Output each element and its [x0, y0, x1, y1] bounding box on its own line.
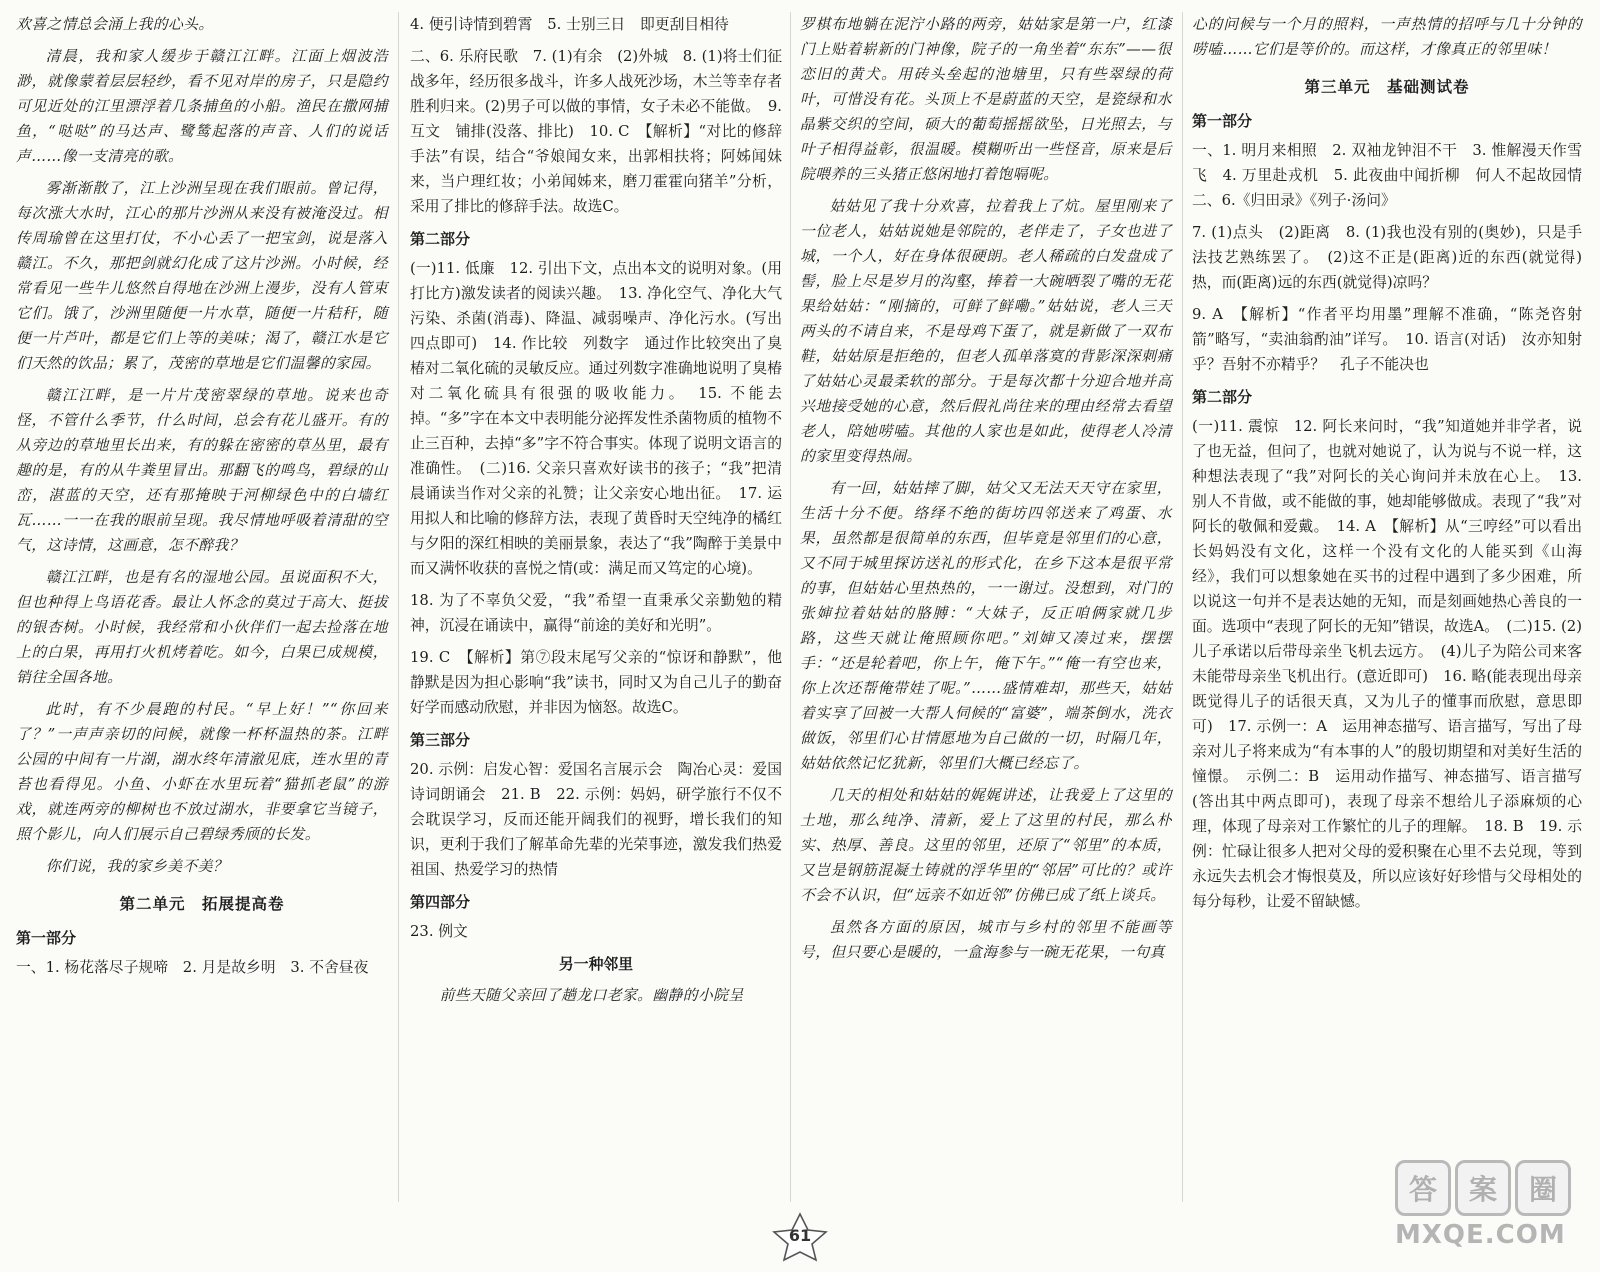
answer-block: (一)11. 震惊 12. 阿长来问时，“我”知道她并非学者，说了也无益，但问了，也就对她说了，认为说与不说一样，这种想法表现了“我”对阿长的关心询问并未放在心上。 13. 别人不肯做，或不能做的事，她却能够做成。表现了“我”对阿长的敬佩和爱戴。 14. A 【解析】从“三哼经”可以看出长妈妈没有文化，这样一个没有文化的人能买到《山海经》，我们可以想象她在买书的过程中遇到了多少困难，所以说这一句并不是表达她的无知，而是刻画她热心善良的一面。选项中“表现了阿长的无知”错误，故选A。 (二)15. (2)儿子承诺以后带母亲坐飞机去远方。 (4)儿子为陪公司来客未能带母亲坐飞机出行。(意近即可) 16. 略(能表现出母亲既觉得儿子的话很天真，又为儿子的懂事而欣慰，意思即可) 17. 示例一：A 运用神态描写、语言描写，写出了母亲对儿子将来成为“有本事的人”的殷切期望和对美好生活的憧憬。 示例二：B 运用动作描写、神态描写、语言描写(答出其中两点即可)，表现了母亲不想给儿子添麻烦的心理，体现了母亲对工作繁忙的儿子的理解。 18. B 19. 示例：忙碌让很多人把对父母的爱积聚在心里不去兑现，等到永远失去机会才悔恨莫及，所以应该好好珍惜与父母相处的每分每秒，让爱不留缺憾。	[1192, 418, 1582, 910]
part-heading: 第一部分	[16, 929, 77, 947]
column-divider	[790, 12, 791, 1202]
part-heading: 第四部分	[410, 893, 471, 911]
column-1	[16, 12, 388, 987]
essay-paragraph: 几天的相处和姑姑的娓娓讲述，让我爱上了这里的土地，那么纯净、清新，爱上了这里的村民，那么朴实、热厚、善良。这里的邻里，还原了“邻里”的本质，又岂是钢筋混凝土铸就的浮华里的“邻居”可比的？或许不会不认识，但“远亲不如近邻”仿佛已成了纸上谈兵。	[800, 787, 1172, 904]
essay-paragraph: 雾渐渐散了，江上沙洲呈现在我们眼前。曾记得，每次涨大水时，江心的那片沙洲从来没有被淹没过。相传周瑜曾在这里打仗，不小心丢了一把宝剑，说是落入赣江。不久，那把剑就幻化成了这片沙洲。小时候，经常看见一些牛儿悠然自得地在沙洲上漫步，没有人管束它们。饿了，沙洲里随便一片水草，随便一片秸秆，随便一片芦叶，都是它们上等的美味；渴了，赣江水是它们天然的饮品；累了，茂密的草地是它们温馨的家园。	[16, 180, 388, 372]
essay-paragraph: 有一回，姑姑摔了脚，姑父又无法天天守在家里，生活十分不便。络绎不绝的街坊四邻送来了鸡蛋、水果，虽然都是很简单的东西，但毕竟是邻里们的心意，又不同于城里探访送礼的形式化，在乡下这本是很平常的事，但姑姑心里热热的，一一谢过。没想到，对门的张婶拉着姑姑的胳膊：“大妹子，反正咱俩家就几步路，这些天就让俺照顾你吧。”刘婶又凑过来，摆摆手：“还是轮着吧，你上午，俺下午。”“俺一有空也来，你上次还帮俺带娃了呢。”……盛情难却，那些天，姑姑着实享了回被一大帮人伺候的“富婆”，端茶倒水，洗衣做饭，邻里们心甘情愿地为自己做的一切，时隔几年，姑姑依然记忆犹新，邻里们大概已经忘了。	[800, 480, 1172, 772]
essay-paragraph: 欢喜之情总会涌上我的心头。	[16, 16, 214, 33]
section-heading: 第三单元 基础测试卷	[1304, 77, 1470, 96]
column-4	[1192, 12, 1597, 921]
answer-block: 二、6. 乐府民歌 7. (1)有余 (2)外城 8. (1)将士们征战多年，经历很多战斗，许多人战死沙场，木兰等幸存者胜利归来。(2)男子可以做的事情，女子未必不能做。 9. 互文 铺排(没落、排比) 10. C 【解析】“对比的修辞手法”有误，结合“爷娘闻女来，出郭相扶将；阿姊闻妹来，当户理红妆；小弟闻姊来，磨刀霍霍向猪羊”分析，采用了排比的修辞手法。故选C。	[410, 48, 782, 215]
answer-block: 一、1. 明月来相照 2. 双袖龙钟泪不干 3. 惟解漫天作雪飞 4. 万里赴戎机 5. 此夜曲中闻折柳 何人不起故园情 二、6.《归田录》《列子·汤问》	[1192, 142, 1597, 209]
answer-block: 4. 便引诗情到碧霄 5. 士别三日 即更刮目相待	[410, 16, 729, 33]
watermark-box: 案	[1455, 1160, 1511, 1216]
answer-block: 18. 为了不辜负父爱，“我”希望一直秉承父亲勤勉的精神，沉浸在诵读中，赢得“前途的美好和光明”。	[410, 592, 782, 634]
section-heading: 第二单元 拓展提高卷	[119, 894, 285, 913]
answer-block: 20. 示例：启发心智：爱国名言展示会 陶冶心灵：爱国诗词朗诵会 21. B 22. 示例：妈妈，研学旅行不仅不会耽误学习，反而还能开阔我们的视野，增长我们的知识，更利于我们了解革命先辈的光荣事迹，激发我们热爱祖国、热爱学习的热情	[410, 761, 782, 878]
essay-paragraph: 虽然各方面的原因，城市与乡村的邻里不能画等号，但只要心是暖的，一盒海参与一碗无花果，一句真	[800, 919, 1172, 961]
column-2	[410, 12, 782, 1015]
watermark-boxes	[1395, 1160, 1595, 1216]
essay-paragraph: 清晨，我和家人缓步于赣江江畔。江面上烟波浩渺，就像蒙着层层轻纱，看不见对岸的房子，只是隐约可见近处的江里漂浮着几条捕鱼的小船。渔民在撒网捕鱼，“哒哒”的马达声、鹭鸶起落的声音、人们的说话声……像一支清亮的歌。	[16, 48, 388, 165]
answer-block: 一、1. 杨花落尽子规啼 2. 月是故乡明 3. 不舍昼夜	[16, 959, 369, 976]
answer-block: 19. C 【解析】第⑦段末尾写父亲的“惊讶和静默”，他静默是因为担心影响“我”读书，同时又为自己儿子的勤奋好学而感动欣慰，并非因为恼怒。故选C。	[410, 649, 782, 716]
essay-paragraph: 你们说，我的家乡美不美？	[45, 858, 228, 875]
part-heading: 第一部分	[1192, 112, 1253, 130]
column-3	[800, 12, 1172, 972]
essay-title: 另一种邻里	[559, 956, 633, 973]
page-number	[768, 1212, 832, 1262]
answer-block: 23. 例文	[410, 923, 468, 940]
page-number-label: 61	[788, 1226, 812, 1245]
answer-block: 7. (1)点头 (2)距离 8. (1)我也没有别的(奥妙)，只是手法技艺熟练罢了。 (2)这不正是(距离)近的东西(就觉得)热，而(距离)远的东西(就觉得)凉吗？	[1192, 224, 1582, 291]
column-divider	[1182, 12, 1183, 1202]
essay-paragraph: 此时，有不少晨跑的村民。“早上好！”“你回来了？”一声声亲切的问候，就像一杯杯温热的茶。江畔公园的中间有一片湖，湖水终年清澈见底，连水里的青苔也看得见。小鱼、小虾在水里玩着“猫抓老鼠”的游戏，就连两旁的柳树也不放过湖水，非要拿它当镜子，照个影儿，向人们展示自己碧绿秀颀的长发。	[16, 701, 388, 843]
watermark-box: 答	[1395, 1160, 1451, 1216]
watermark-url: MXQE.COM	[1395, 1220, 1566, 1250]
essay-paragraph: 前些天随父亲回了趟龙口老家。幽静的小院呈	[439, 987, 744, 1004]
watermark-box: 圈	[1515, 1160, 1571, 1216]
essay-paragraph: 赣江江畔，是一片片茂密翠绿的草地。说来也奇怪，不管什么季节，什么时间，总会有花儿盛开。有的从旁边的草地里长出来，有的躲在密密的草丛里，最有趣的是，有的从牛粪里冒出。那翻飞的鸣鸟，碧绿的山峦，湛蓝的天空，还有那掩映于河柳绿色中的白墙红瓦……一一在我的眼前呈现。我尽情地呼吸着清甜的空气，这诗情，这画意，怎不醉我？	[16, 387, 388, 554]
essay-paragraph: 罗棋布地躺在泥泞小路的两旁，姑姑家是第一户，红漆门上贴着崭新的门神像，院子的一角坐着“东东”——很恋旧的黄犬。用砖头垒起的池塘里，只有些翠绿的荷叶，可惜没有花。头顶上不是蔚蓝的天空，是瓷绿和水晶紫交织的空间，硕大的葡萄摇摇欲坠，日光照去，与叶子相得益彰，很温暖。模糊听出一些怪音，原来是后院喂养的三头猪正悠闲地打着饱嗝呢。	[800, 16, 1172, 183]
part-heading: 第二部分	[410, 230, 471, 248]
answer-block: 9. A 【解析】“作者平均用墨”理解不准确，“陈尧咨射箭”略写，“卖油翁酌油”详写。 10. 语言(对话) 汝亦知射乎？吾射不亦精乎？ 孔子不能决也	[1192, 306, 1582, 373]
part-heading: 第三部分	[410, 731, 471, 749]
answer-block: (一)11. 低廉 12. 引出下文，点出本文的说明对象。(用打比方)激发读者的阅读兴趣。 13. 净化空气、净化大气污染、杀菌(消毒)、降温、减弱噪声、净化污水。(写出四点即可) 14. 作比较 列数字 通过作比较突出了臭椿对二氧化硫的灵敏反应。通过列数字准确地说明了臭椿对二氧化硫具有很强的吸收能力。 15. 不能去掉。“多”字在本文中表明能分泌挥发性杀菌物质的植物不止三百种，去掉“多”字不符合事实。体现了说明文语言的准确性。 (二)16. 父亲只喜欢好读书的孩子；“我”把清晨诵读当作对父亲的礼赞；让父亲安心地出征。 17. 运用拟人和比喻的修辞方法，表现了黄昏时天空纯净的橘红与夕阳的深红相映的美丽景象，表达了“我”陶醉于美景中而又满怀收获的喜悦之情(或：满足而又笃定的心境)。	[410, 260, 782, 577]
essay-paragraph: 赣江江畔，也是有名的湿地公园。虽说面积不大，但也种得上鸟语花香。最让人怀念的莫过于高大、挺拔的银杏树。小时候，我经常和小伙伴们一起去捡落在地上的白果，再用打火机烤着吃。如今，白果已成规模，销往全国各地。	[16, 569, 388, 686]
watermark-logo	[1395, 1160, 1595, 1268]
essay-paragraph: 心的问候与一个月的照料，一声热情的招呼与几十分钟的唠嗑……它们是等价的。而这样，才像真正的邻里味！	[1192, 16, 1582, 58]
column-divider	[398, 12, 399, 1202]
part-heading: 第二部分	[1192, 388, 1253, 406]
essay-paragraph: 姑姑见了我十分欢喜，拉着我上了炕。屋里刚来了一位老人，姑姑说她是邻院的，老伴走了，子女也进了城，一个人，好在身体很硬朗。老人稀疏的白发盘成了髻，脸上尽是岁月的沟壑，捧着一大碗晒裂了嘴的无花果给姑姑：“刚摘的，可鲜了鲜嘞。”姑姑说，老人三天两头的不请自来，不是母鸡下蛋了，就是新做了一双布鞋，姑姑原是拒绝的，但老人孤单落寞的背影深深刺痛了姑姑心灵最柔软的部分。于是每次都十分迎合地并高兴地接受她的心意，然后假礼尚往来的理由经常去看望老人，陪她唠嗑。其他的人家也是如此，使得老人冷清的家里变得热闹。	[800, 198, 1172, 465]
